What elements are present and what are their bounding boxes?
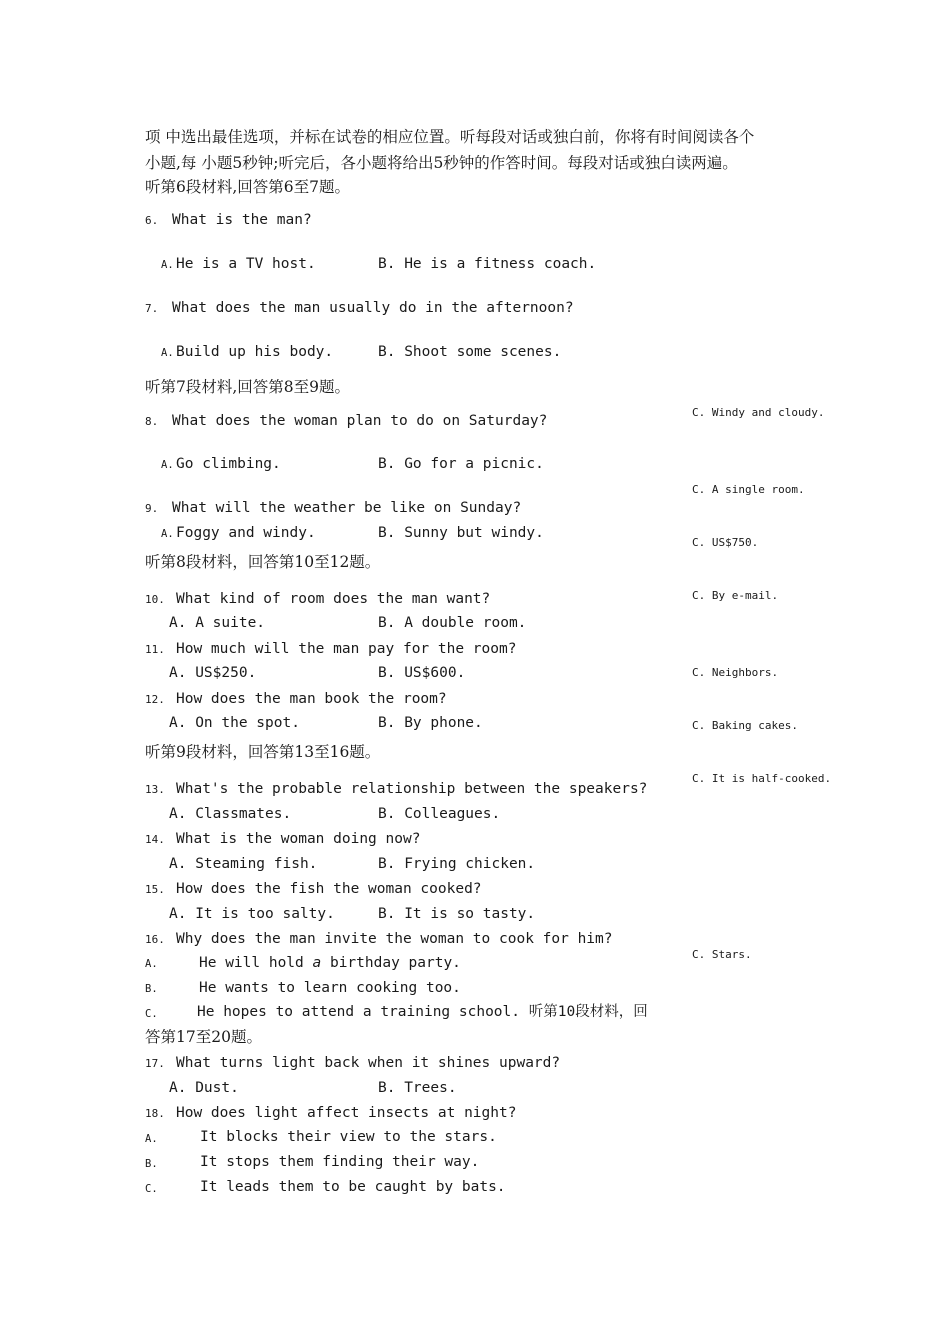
- section-header-10-tail: 答第17至20题。: [145, 1028, 262, 1046]
- option-b: B. Go for a picnic.: [378, 456, 544, 472]
- question-text: What's the probable relationship between the speakers?: [176, 781, 648, 797]
- option-label: A.: [161, 528, 174, 540]
- question-text: What does the woman plan to do on Saturday?: [172, 413, 548, 429]
- question-text: How does the man book the room?: [176, 691, 447, 707]
- question-number: 17.: [145, 1057, 165, 1070]
- option-a: Foggy and windy.: [176, 525, 316, 541]
- question-number: 11.: [145, 643, 165, 656]
- question-number: 7.: [145, 302, 159, 315]
- option-c-q12: C. By e-mail.: [692, 589, 779, 602]
- option-b: B. A double room.: [378, 615, 527, 631]
- option-b: B. US$600.: [378, 665, 466, 681]
- option-c: He hopes to attend a training school. 听第10段材料，回: [197, 1004, 648, 1020]
- question-text: What does the man usually do in the afternoon?: [172, 300, 574, 316]
- option-a: A. It is too salty.: [169, 906, 335, 922]
- option-b: B. By phone.: [378, 715, 483, 731]
- question-number: 12.: [145, 693, 165, 706]
- section-header-9: 听第9段材料，回答第13至16题。: [145, 743, 381, 761]
- option-label: C.: [145, 1008, 158, 1020]
- question-number: 16.: [145, 933, 165, 946]
- question-number: 6.: [145, 214, 159, 227]
- option-b: B. Frying chicken.: [378, 856, 536, 872]
- option-b: B. Shoot some scenes.: [378, 344, 562, 360]
- section-header-7: 听第7段材料,回答第8至9题。: [145, 378, 351, 396]
- option-c-q10: C. A single room.: [692, 483, 805, 496]
- question-number: 10.: [145, 593, 165, 606]
- option-c-q13: C. Neighbors.: [692, 666, 779, 679]
- option-b: B. Sunny but windy.: [378, 525, 544, 541]
- option-c-q14: C. Baking cakes.: [692, 719, 798, 732]
- option-label: A.: [145, 958, 158, 970]
- question-text: How does light affect insects at night?: [176, 1105, 517, 1121]
- option-a: A. US$250.: [169, 665, 257, 681]
- section-header-6: 听第6段材料,回答第6至7题。: [145, 178, 351, 196]
- option-a: A. On the spot.: [169, 715, 300, 731]
- option-b: B. Trees.: [378, 1080, 457, 1096]
- option-c-q11: C. US$750.: [692, 536, 759, 549]
- question-text: What turns light back when it shines upward?: [176, 1055, 561, 1071]
- option-a: It blocks their view to the stars.: [200, 1129, 497, 1145]
- option-label: A.: [145, 1133, 158, 1145]
- question-text: What is the man?: [172, 212, 312, 228]
- question-number: 9.: [145, 502, 159, 515]
- option-c: It leads them to be caught by bats.: [200, 1179, 506, 1195]
- option-a: Go climbing.: [176, 456, 281, 472]
- option-a: A. Steaming fish.: [169, 856, 318, 872]
- question-number: 18.: [145, 1107, 165, 1120]
- option-a: A. Dust.: [169, 1080, 239, 1096]
- question-text: What kind of room does the man want?: [176, 591, 491, 607]
- intro-line-2: 小题,每 小题5秒钟;听完后，各小题将给出5秒钟的作答时间。每段对话或独白读两遍。: [145, 154, 738, 172]
- option-a: A. Classmates.: [169, 806, 292, 822]
- question-text: How much will the man pay for the room?: [176, 641, 517, 657]
- question-number: 14.: [145, 833, 165, 846]
- option-a: He is a TV host.: [176, 256, 316, 272]
- question-number: 13.: [145, 783, 165, 796]
- intro-line-1: 项 中选出最佳选项，并标在试卷的相应位置。听每段对话或独白前，你将有时间阅读各个: [145, 128, 755, 146]
- option-a: He will hold a birthday party.: [199, 955, 461, 971]
- option-c-q17: C. Stars.: [692, 948, 752, 961]
- option-label: C.: [145, 1183, 158, 1195]
- option-label: A.: [161, 459, 174, 471]
- option-b: B. It is so tasty.: [378, 906, 536, 922]
- option-a: A. A suite.: [169, 615, 266, 631]
- section-header-8: 听第8段材料，回答第10至12题。: [145, 553, 381, 571]
- option-label: A.: [161, 347, 174, 359]
- question-text: How does the fish the woman cooked?: [176, 881, 482, 897]
- question-number: 15.: [145, 883, 165, 896]
- option-a: Build up his body.: [176, 344, 334, 360]
- question-text: What is the woman doing now?: [176, 831, 421, 847]
- question-number: 8.: [145, 415, 159, 428]
- option-b: It stops them finding their way.: [200, 1154, 480, 1170]
- question-text: Why does the man invite the woman to cook for him?: [176, 931, 613, 947]
- option-c-q9: C. Windy and cloudy.: [692, 406, 825, 419]
- option-label: B.: [145, 1158, 158, 1170]
- option-label: A.: [161, 259, 174, 271]
- option-label: B.: [145, 983, 158, 995]
- option-b: B. He is a fitness coach.: [378, 256, 597, 272]
- option-b: B. Colleagues.: [378, 806, 501, 822]
- option-c-q15: C. It is half-cooked.: [692, 772, 832, 785]
- question-text: What will the weather be like on Sunday?: [172, 500, 522, 516]
- option-b: He wants to learn cooking too.: [199, 980, 461, 996]
